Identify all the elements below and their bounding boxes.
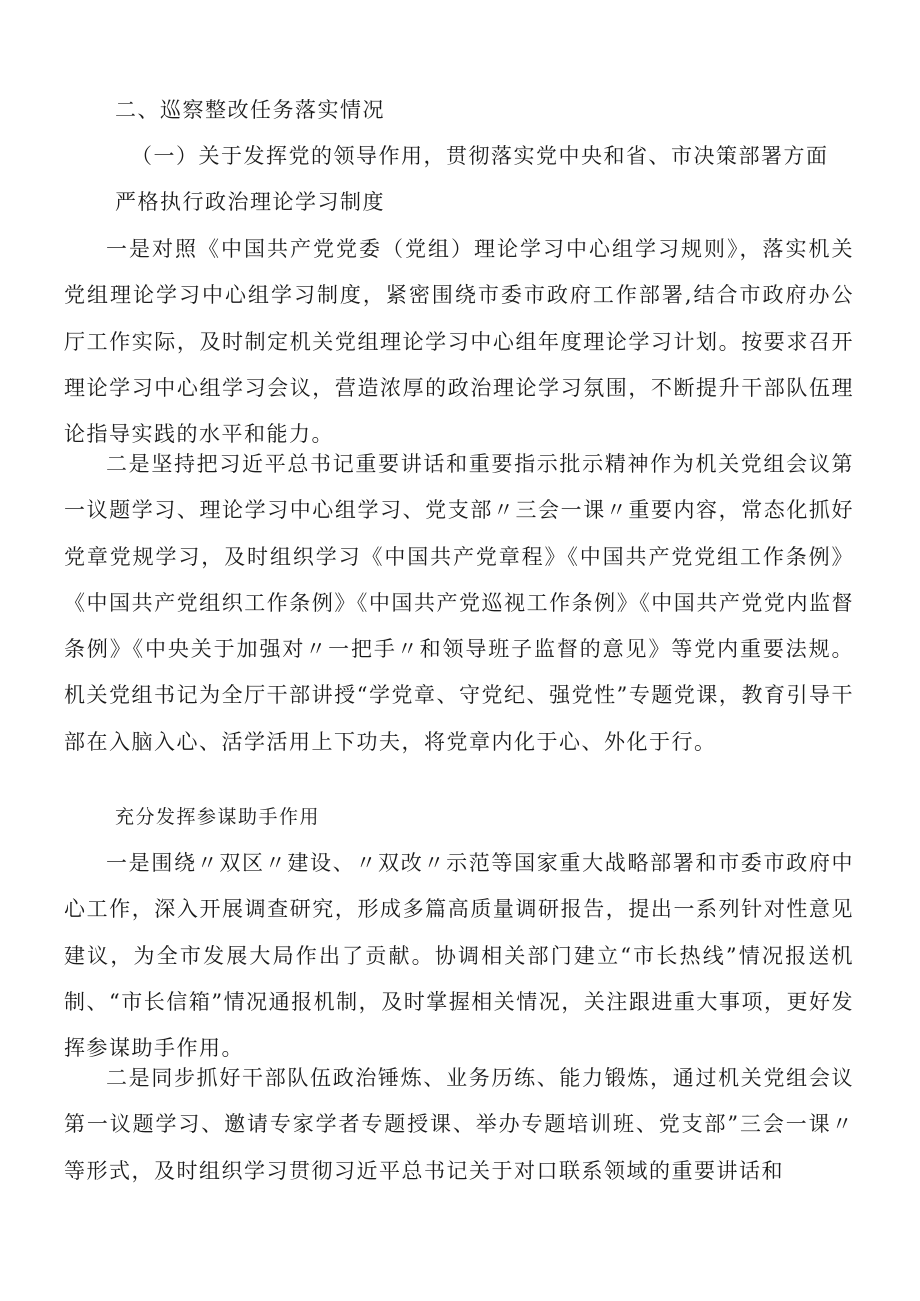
- paragraph-cadre-training: 二是同步抓好干部队伍政治锤炼、业务历练、能力锻炼，通过机关党组会议第一议题学习、邀请专家学者专题授课、举办专题培训班、党支部”三会一课〃等形式，及时组织学习贯彻习近平总书记关于对口联系领域的重要讲话和: [64, 1066, 854, 1183]
- subsection-heading: （一）关于发挥党的领导作用，贯彻落实党中央和省、市决策部署方面: [131, 144, 829, 168]
- section-heading: 二、巡察整改任务落实情况: [115, 98, 385, 122]
- paragraph-study-rules: 一是对照《中国共产党党委（党组）理论学习中心组学习规则》，落实机关党组理论学习中心组学习制度，紧密围绕市委市政府工作部署,结合市政府办公厅工作实际，及时制定机关党组理论学习中心组年度理论学习计划。按要求召开理论学习中心组学习会议，营造浓厚的政治理论学习氛围，不断提升干部队伍理论指导实践的水平和能力。: [64, 237, 854, 447]
- paragraph-research-reports: 一是围绕〃双区〃建设、〃双改〃示范等国家重大战略部署和市委市政府中心工作，深入开展调查研究，形成多篇高质量调研报告，提出一系列针对性意见建议，为全市发展大局作出了贡献。协调相关部门建立“市长热线”情况报送机制、“市长信箱”情况通报机制，及时掌握相关情况，关注跟进重大事项，更好发挥参谋助手作用。: [64, 851, 854, 1061]
- topic-heading-advisory-role: 充分发挥参谋助手作用: [115, 806, 321, 828]
- paragraph-party-rules-study: 二是坚持把习近平总书记重要讲话和重要指示批示精神作为机关党组会议第一议题学习、理论学习中心组学习、党支部〃三会一课〃重要内容，常态化抓好党章党规学习，及时组织学习《中国共产党章程》《中国共产党党组工作条例》《中国共产党组织工作条例》《中国共产党巡视工作条例》《中国共产党党内监督条例》《中央关于加强对〃一把手〃和领导班子监督的意见》等党内重要法规。机关党组书记为全厅干部讲授“学党章、守党纪、强党性”专题党课，教育引导干部在入脑入心、活学活用上下功夫，将党章内化于心、外化于行。: [64, 452, 854, 754]
- topic-heading-study-system: 严格执行政治理论学习制度: [115, 190, 385, 214]
